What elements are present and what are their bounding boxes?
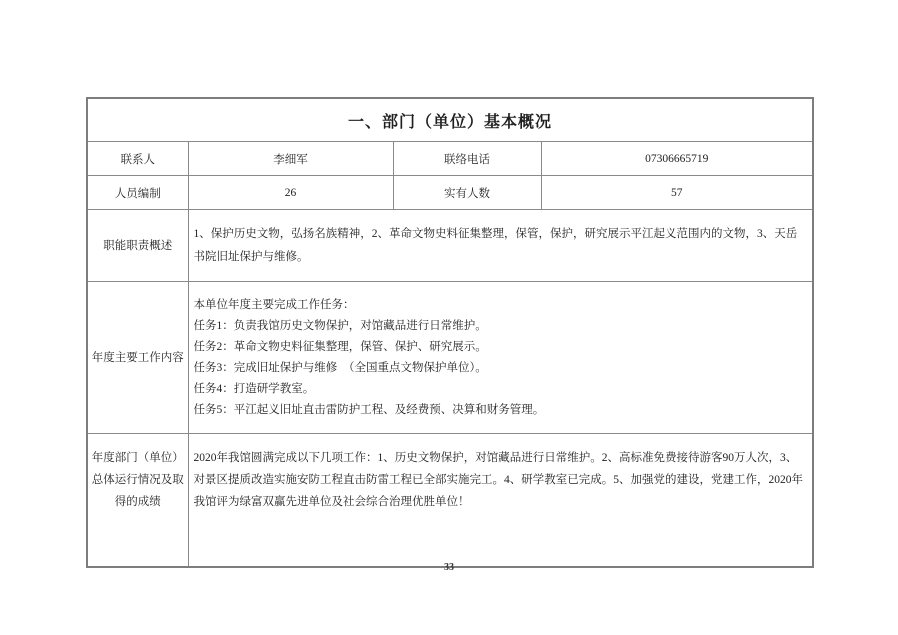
annual-work-label: 年度主要工作内容 [87,282,188,434]
task-1: 任务1：负责我馆历史文物保护，对馆藏品进行日常维护。 [193,319,487,332]
actual-staff-label: 实有人数 [393,176,541,210]
annual-summary-paragraph: 2020年我馆圆满完成以下几项工作：1、历史文物保护，对馆藏品进行日常维护。2、高标准免费接待游客90万人次，3、对景区提质改造实施安防工程直击防雷工程已全部实施完工。4、研学教室已完成。5、加强党的建设，党建工作，2020年我馆评为绿富双赢先进单位及社会综合治理优胜单位！ [193,452,803,508]
contact-person-value: 李细军 [188,142,393,176]
annual-summary-content [188,434,813,568]
actual-staff-value: 57 [541,176,813,210]
authorized-staff-label: 人员编制 [87,176,188,210]
task-3: 任务3：完成旧址保护与维修 （全国重点文物保护单位）。 [193,361,487,374]
task-5: 任务5：平江起义旧址直击雷防护工程、及经费预、决算和财务管理。 [193,403,545,416]
staffing-row [87,176,813,210]
table-title-row [87,98,813,142]
department-overview-table [86,97,814,568]
duties-paragraph: 1、保护历史文物，弘扬名族精神，2、革命文物史料征集整理，保管，保护，研究展示平江起义范围内的文物，3、天岳书院旧址保护与维修。 [193,227,798,263]
annual-work-intro: 本单位年度主要完成工作任务： [193,298,355,311]
annual-work-row [87,282,813,434]
annual-summary-label: 年度部门（单位）总体运行情况及取得的成绩 [87,434,188,568]
duties-label: 职能职责概述 [87,210,188,282]
duties-row [87,210,813,282]
task-2: 任务2：革命文物史料征集整理，保管、保护、研究展示。 [193,340,487,353]
authorized-staff-value: 26 [188,176,393,210]
page-number: 33 [444,562,454,573]
duties-content [188,210,813,282]
contact-person-label: 联系人 [87,142,188,176]
task-4: 任务4：打造研学教室。 [193,382,315,395]
annual-work-content [188,282,813,434]
contact-phone-value: 07306665719 [541,142,813,176]
contact-row [87,142,813,176]
contact-phone-label: 联络电话 [393,142,541,176]
table-title: 一、部门（单位）基本概况 [87,98,813,142]
annual-summary-row [87,434,813,568]
